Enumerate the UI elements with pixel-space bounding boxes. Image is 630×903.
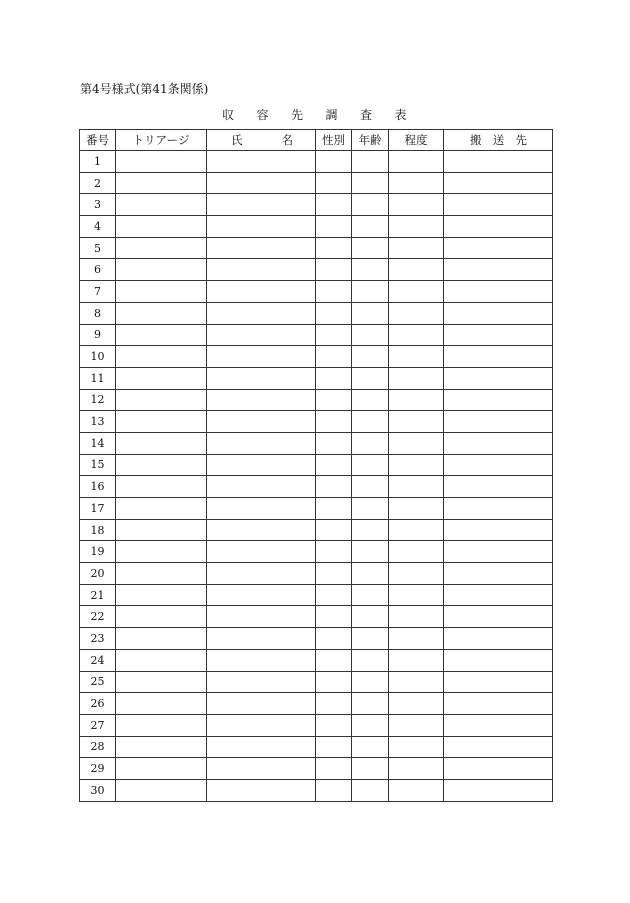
name-cell[interactable] bbox=[207, 411, 316, 433]
header-destination bbox=[444, 130, 553, 151]
header-name-right: 名 bbox=[281, 133, 293, 147]
severity-cell[interactable] bbox=[389, 389, 444, 411]
destination-cell[interactable] bbox=[444, 324, 553, 346]
triage-cell[interactable] bbox=[116, 649, 207, 671]
triage-cell[interactable] bbox=[116, 563, 207, 585]
title-char: 査 bbox=[360, 108, 373, 122]
destination-cell[interactable] bbox=[444, 281, 553, 303]
destination-cell[interactable] bbox=[444, 346, 553, 368]
severity-cell[interactable] bbox=[389, 671, 444, 693]
header-severity: 程度 bbox=[389, 130, 444, 151]
row-number: 14 bbox=[80, 432, 116, 454]
row-number: 4 bbox=[80, 216, 116, 238]
destination-cell[interactable] bbox=[444, 779, 553, 801]
severity-cell[interactable] bbox=[389, 476, 444, 498]
row-number: 26 bbox=[80, 693, 116, 715]
age-cell[interactable] bbox=[352, 693, 389, 715]
severity-cell[interactable] bbox=[389, 151, 444, 173]
sex-cell[interactable] bbox=[316, 259, 352, 281]
document-title bbox=[222, 106, 429, 123]
severity-cell[interactable] bbox=[389, 454, 444, 476]
row-number: 10 bbox=[80, 346, 116, 368]
severity-cell[interactable] bbox=[389, 346, 444, 368]
triage-cell[interactable] bbox=[116, 628, 207, 650]
header-destination-char: 先 bbox=[515, 133, 527, 147]
sex-cell[interactable] bbox=[316, 714, 352, 736]
sex-cell[interactable] bbox=[316, 519, 352, 541]
sex-cell[interactable] bbox=[316, 281, 352, 303]
name-cell[interactable] bbox=[207, 563, 316, 585]
sex-cell[interactable] bbox=[316, 671, 352, 693]
table-row bbox=[80, 346, 553, 368]
name-cell[interactable] bbox=[207, 367, 316, 389]
severity-cell[interactable] bbox=[389, 498, 444, 520]
age-cell[interactable] bbox=[352, 541, 389, 563]
table-row bbox=[80, 498, 553, 520]
row-number: 21 bbox=[80, 584, 116, 606]
header-name-left: 氏 bbox=[231, 133, 243, 147]
triage-cell[interactable] bbox=[116, 411, 207, 433]
sex-cell[interactable] bbox=[316, 302, 352, 324]
row-number: 9 bbox=[80, 324, 116, 346]
age-cell[interactable] bbox=[352, 194, 389, 216]
name-cell[interactable] bbox=[207, 671, 316, 693]
severity-cell[interactable] bbox=[389, 216, 444, 238]
table-row bbox=[80, 281, 553, 303]
sex-cell[interactable] bbox=[316, 324, 352, 346]
age-cell[interactable] bbox=[352, 302, 389, 324]
row-number: 23 bbox=[80, 628, 116, 650]
header-destination-char: 搬 bbox=[470, 133, 482, 147]
triage-cell[interactable] bbox=[116, 151, 207, 173]
table-row bbox=[80, 671, 553, 693]
triage-cell[interactable] bbox=[116, 216, 207, 238]
header-number: 番号 bbox=[80, 130, 116, 151]
title-char: 収 bbox=[222, 108, 235, 122]
age-cell[interactable] bbox=[352, 172, 389, 194]
table-row bbox=[80, 563, 553, 585]
name-cell[interactable] bbox=[207, 216, 316, 238]
name-cell[interactable] bbox=[207, 498, 316, 520]
table-row bbox=[80, 606, 553, 628]
age-cell[interactable] bbox=[352, 324, 389, 346]
age-cell[interactable] bbox=[352, 714, 389, 736]
severity-cell[interactable] bbox=[389, 541, 444, 563]
triage-cell[interactable] bbox=[116, 584, 207, 606]
age-cell[interactable] bbox=[352, 346, 389, 368]
name-cell[interactable] bbox=[207, 454, 316, 476]
triage-cell[interactable] bbox=[116, 693, 207, 715]
row-number: 16 bbox=[80, 476, 116, 498]
table-row bbox=[80, 151, 553, 173]
row-number: 27 bbox=[80, 714, 116, 736]
row-number: 5 bbox=[80, 237, 116, 259]
age-cell[interactable] bbox=[352, 216, 389, 238]
triage-cell[interactable] bbox=[116, 758, 207, 780]
table-row bbox=[80, 237, 553, 259]
row-number: 6 bbox=[80, 259, 116, 281]
destination-cell[interactable] bbox=[444, 606, 553, 628]
name-cell[interactable] bbox=[207, 194, 316, 216]
row-number: 25 bbox=[80, 671, 116, 693]
severity-cell[interactable] bbox=[389, 302, 444, 324]
triage-cell[interactable] bbox=[116, 519, 207, 541]
row-number: 29 bbox=[80, 758, 116, 780]
destination-cell[interactable] bbox=[444, 563, 553, 585]
age-cell[interactable] bbox=[352, 454, 389, 476]
triage-cell[interactable] bbox=[116, 172, 207, 194]
triage-cell[interactable] bbox=[116, 714, 207, 736]
header-triage: トリアージ bbox=[116, 130, 207, 151]
severity-cell[interactable] bbox=[389, 563, 444, 585]
severity-cell[interactable] bbox=[389, 606, 444, 628]
row-number: 22 bbox=[80, 606, 116, 628]
age-cell[interactable] bbox=[352, 519, 389, 541]
name-cell[interactable] bbox=[207, 346, 316, 368]
table-row bbox=[80, 194, 553, 216]
age-cell[interactable] bbox=[352, 584, 389, 606]
name-cell[interactable] bbox=[207, 476, 316, 498]
name-cell[interactable] bbox=[207, 779, 316, 801]
severity-cell[interactable] bbox=[389, 432, 444, 454]
name-cell[interactable] bbox=[207, 758, 316, 780]
sex-cell[interactable] bbox=[316, 649, 352, 671]
destination-cell[interactable] bbox=[444, 259, 553, 281]
triage-cell[interactable] bbox=[116, 454, 207, 476]
destination-cell[interactable] bbox=[444, 498, 553, 520]
destination-cell[interactable] bbox=[444, 714, 553, 736]
table-row bbox=[80, 519, 553, 541]
sex-cell[interactable] bbox=[316, 151, 352, 173]
triage-cell[interactable] bbox=[116, 302, 207, 324]
table-row bbox=[80, 693, 553, 715]
sex-cell[interactable] bbox=[316, 432, 352, 454]
table-row bbox=[80, 541, 553, 563]
sex-cell[interactable] bbox=[316, 498, 352, 520]
name-cell[interactable] bbox=[207, 519, 316, 541]
severity-cell[interactable] bbox=[389, 411, 444, 433]
destination-cell[interactable] bbox=[444, 194, 553, 216]
title-char: 調 bbox=[325, 108, 338, 122]
age-cell[interactable] bbox=[352, 649, 389, 671]
age-cell[interactable] bbox=[352, 432, 389, 454]
name-cell[interactable] bbox=[207, 693, 316, 715]
sex-cell[interactable] bbox=[316, 476, 352, 498]
name-cell[interactable] bbox=[207, 649, 316, 671]
table-row bbox=[80, 216, 553, 238]
sex-cell[interactable] bbox=[316, 779, 352, 801]
age-cell[interactable] bbox=[352, 628, 389, 650]
destination-cell[interactable] bbox=[444, 584, 553, 606]
destination-cell[interactable] bbox=[444, 736, 553, 758]
destination-cell[interactable] bbox=[444, 519, 553, 541]
sex-cell[interactable] bbox=[316, 367, 352, 389]
age-cell[interactable] bbox=[352, 758, 389, 780]
title-char: 表 bbox=[394, 108, 407, 122]
triage-cell[interactable] bbox=[116, 476, 207, 498]
table-row bbox=[80, 736, 553, 758]
name-cell[interactable] bbox=[207, 281, 316, 303]
destination-cell[interactable] bbox=[444, 758, 553, 780]
row-number: 30 bbox=[80, 779, 116, 801]
row-number: 15 bbox=[80, 454, 116, 476]
row-number: 24 bbox=[80, 649, 116, 671]
severity-cell[interactable] bbox=[389, 779, 444, 801]
name-cell[interactable] bbox=[207, 628, 316, 650]
severity-cell[interactable] bbox=[389, 736, 444, 758]
table-row bbox=[80, 714, 553, 736]
age-cell[interactable] bbox=[352, 281, 389, 303]
row-number: 28 bbox=[80, 736, 116, 758]
header-row bbox=[80, 130, 553, 151]
admission-survey-table bbox=[79, 129, 553, 802]
table-row bbox=[80, 758, 553, 780]
severity-cell[interactable] bbox=[389, 584, 444, 606]
sex-cell[interactable] bbox=[316, 736, 352, 758]
row-number: 7 bbox=[80, 281, 116, 303]
triage-cell[interactable] bbox=[116, 194, 207, 216]
name-cell[interactable] bbox=[207, 606, 316, 628]
triage-cell[interactable] bbox=[116, 432, 207, 454]
destination-cell[interactable] bbox=[444, 389, 553, 411]
severity-cell[interactable] bbox=[389, 259, 444, 281]
age-cell[interactable] bbox=[352, 779, 389, 801]
sex-cell[interactable] bbox=[316, 194, 352, 216]
form-reference: 第4号様式(第41条関係) bbox=[80, 82, 209, 96]
age-cell[interactable] bbox=[352, 151, 389, 173]
sex-cell[interactable] bbox=[316, 584, 352, 606]
destination-cell[interactable] bbox=[444, 628, 553, 650]
name-cell[interactable] bbox=[207, 584, 316, 606]
name-cell[interactable] bbox=[207, 259, 316, 281]
destination-cell[interactable] bbox=[444, 454, 553, 476]
sex-cell[interactable] bbox=[316, 693, 352, 715]
header-sex: 性別 bbox=[316, 130, 352, 151]
severity-cell[interactable] bbox=[389, 649, 444, 671]
triage-cell[interactable] bbox=[116, 671, 207, 693]
row-number: 3 bbox=[80, 194, 116, 216]
sex-cell[interactable] bbox=[316, 172, 352, 194]
severity-cell[interactable] bbox=[389, 714, 444, 736]
age-cell[interactable] bbox=[352, 367, 389, 389]
sex-cell[interactable] bbox=[316, 411, 352, 433]
destination-cell[interactable] bbox=[444, 237, 553, 259]
destination-cell[interactable] bbox=[444, 302, 553, 324]
age-cell[interactable] bbox=[352, 476, 389, 498]
triage-cell[interactable] bbox=[116, 324, 207, 346]
destination-cell[interactable] bbox=[444, 411, 553, 433]
row-number: 17 bbox=[80, 498, 116, 520]
sex-cell[interactable] bbox=[316, 541, 352, 563]
name-cell[interactable] bbox=[207, 237, 316, 259]
table-row bbox=[80, 454, 553, 476]
age-cell[interactable] bbox=[352, 736, 389, 758]
severity-cell[interactable] bbox=[389, 281, 444, 303]
sex-cell[interactable] bbox=[316, 563, 352, 585]
row-number: 12 bbox=[80, 389, 116, 411]
name-cell[interactable] bbox=[207, 714, 316, 736]
sex-cell[interactable] bbox=[316, 237, 352, 259]
triage-cell[interactable] bbox=[116, 389, 207, 411]
severity-cell[interactable] bbox=[389, 324, 444, 346]
age-cell[interactable] bbox=[352, 411, 389, 433]
name-cell[interactable] bbox=[207, 302, 316, 324]
severity-cell[interactable] bbox=[389, 693, 444, 715]
age-cell[interactable] bbox=[352, 671, 389, 693]
destination-cell[interactable] bbox=[444, 367, 553, 389]
destination-cell[interactable] bbox=[444, 172, 553, 194]
destination-cell[interactable] bbox=[444, 216, 553, 238]
row-number: 18 bbox=[80, 519, 116, 541]
table-row bbox=[80, 172, 553, 194]
destination-cell[interactable] bbox=[444, 649, 553, 671]
row-number: 2 bbox=[80, 172, 116, 194]
severity-cell[interactable] bbox=[389, 367, 444, 389]
sex-cell[interactable] bbox=[316, 216, 352, 238]
table-body bbox=[80, 151, 553, 802]
table-row bbox=[80, 628, 553, 650]
age-cell[interactable] bbox=[352, 389, 389, 411]
triage-cell[interactable] bbox=[116, 779, 207, 801]
triage-cell[interactable] bbox=[116, 281, 207, 303]
severity-cell[interactable] bbox=[389, 194, 444, 216]
header-name bbox=[207, 130, 316, 151]
name-cell[interactable] bbox=[207, 151, 316, 173]
table-row bbox=[80, 389, 553, 411]
row-number: 8 bbox=[80, 302, 116, 324]
triage-cell[interactable] bbox=[116, 237, 207, 259]
sex-cell[interactable] bbox=[316, 606, 352, 628]
table-row bbox=[80, 367, 553, 389]
title-char: 容 bbox=[256, 108, 269, 122]
header-destination-char: 送 bbox=[492, 133, 505, 147]
header-age: 年齢 bbox=[352, 130, 389, 151]
row-number: 11 bbox=[80, 367, 116, 389]
severity-cell[interactable] bbox=[389, 758, 444, 780]
age-cell[interactable] bbox=[352, 237, 389, 259]
row-number: 19 bbox=[80, 541, 116, 563]
triage-cell[interactable] bbox=[116, 346, 207, 368]
sex-cell[interactable] bbox=[316, 389, 352, 411]
name-cell[interactable] bbox=[207, 172, 316, 194]
age-cell[interactable] bbox=[352, 498, 389, 520]
table-row bbox=[80, 324, 553, 346]
destination-cell[interactable] bbox=[444, 671, 553, 693]
severity-cell[interactable] bbox=[389, 237, 444, 259]
name-cell[interactable] bbox=[207, 324, 316, 346]
destination-cell[interactable] bbox=[444, 541, 553, 563]
age-cell[interactable] bbox=[352, 606, 389, 628]
destination-cell[interactable] bbox=[444, 693, 553, 715]
sex-cell[interactable] bbox=[316, 758, 352, 780]
triage-cell[interactable] bbox=[116, 259, 207, 281]
row-number: 1 bbox=[80, 151, 116, 173]
sex-cell[interactable] bbox=[316, 628, 352, 650]
destination-cell[interactable] bbox=[444, 151, 553, 173]
table-row bbox=[80, 302, 553, 324]
sex-cell[interactable] bbox=[316, 346, 352, 368]
severity-cell[interactable] bbox=[389, 519, 444, 541]
table-row bbox=[80, 411, 553, 433]
name-cell[interactable] bbox=[207, 541, 316, 563]
row-number: 13 bbox=[80, 411, 116, 433]
name-cell[interactable] bbox=[207, 736, 316, 758]
table-row bbox=[80, 779, 553, 801]
table-row bbox=[80, 584, 553, 606]
name-cell[interactable] bbox=[207, 432, 316, 454]
triage-cell[interactable] bbox=[116, 606, 207, 628]
triage-cell[interactable] bbox=[116, 736, 207, 758]
table-row bbox=[80, 649, 553, 671]
triage-cell[interactable] bbox=[116, 367, 207, 389]
table-row bbox=[80, 259, 553, 281]
name-cell[interactable] bbox=[207, 389, 316, 411]
triage-cell[interactable] bbox=[116, 541, 207, 563]
triage-cell[interactable] bbox=[116, 498, 207, 520]
severity-cell[interactable] bbox=[389, 628, 444, 650]
table-row bbox=[80, 476, 553, 498]
title-char: 先 bbox=[291, 108, 304, 122]
destination-cell[interactable] bbox=[444, 432, 553, 454]
age-cell[interactable] bbox=[352, 259, 389, 281]
sex-cell[interactable] bbox=[316, 454, 352, 476]
row-number: 20 bbox=[80, 563, 116, 585]
destination-cell[interactable] bbox=[444, 476, 553, 498]
severity-cell[interactable] bbox=[389, 172, 444, 194]
table-row bbox=[80, 432, 553, 454]
age-cell[interactable] bbox=[352, 563, 389, 585]
